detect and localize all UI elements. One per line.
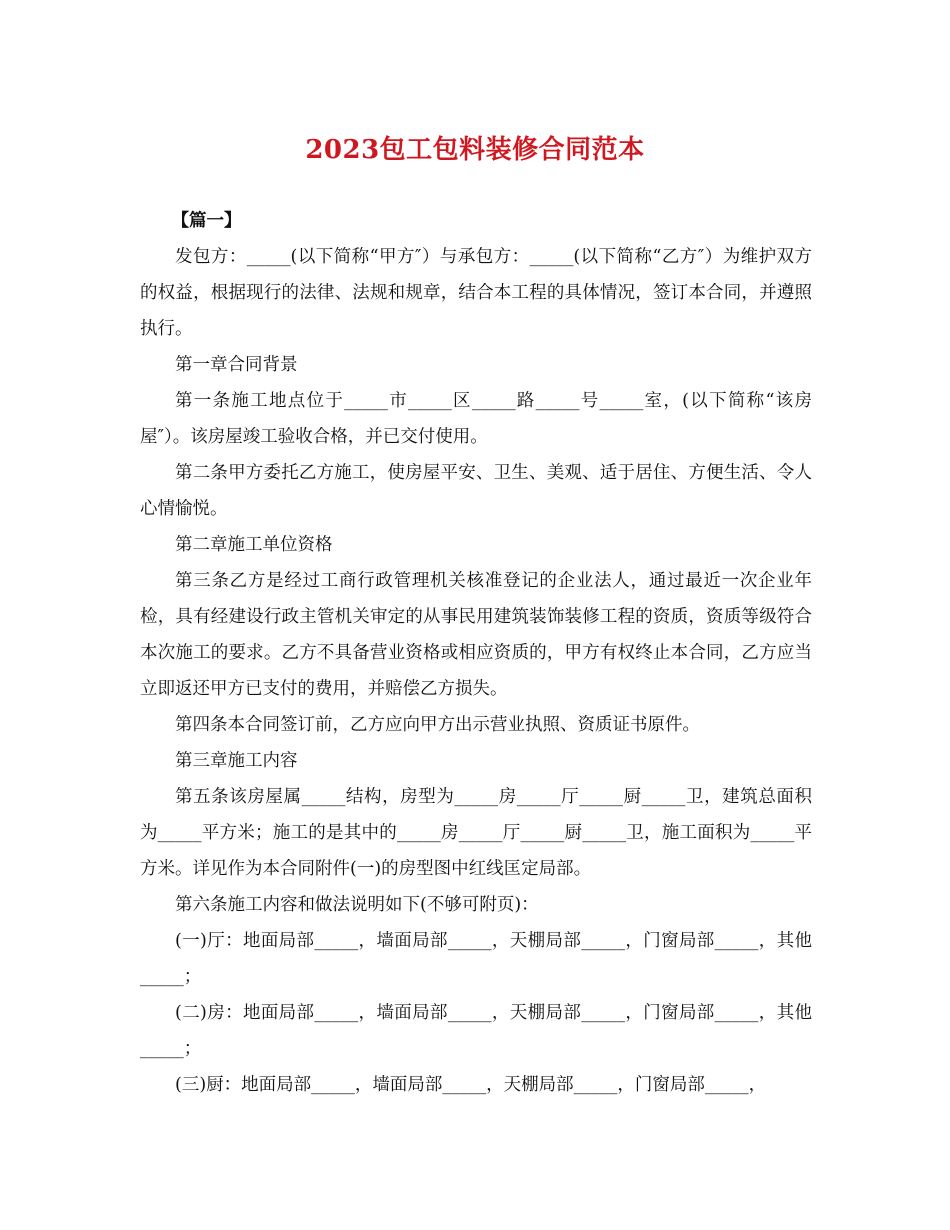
paragraph: 第六条施工内容和做法说明如下(不够可附页)： — [175, 895, 539, 915]
chapter-heading: 第二章施工单位资格 — [175, 535, 333, 555]
list-item: (一)厅：地面局部_____，墙面局部_____，天棚局部_____，门窗局部_____，其他_____； — [140, 931, 812, 987]
document-title: 2023包工包料装修合同范本 — [305, 135, 645, 165]
paragraph: 发包方：_____(以下简称“甲方″）与承包方：_____(以下简称“乙方″）为维护双方的权益，根据现行的法律、法规和规章，结合本工程的具体情况，签订本合同，并遵照执行。 — [140, 247, 812, 339]
paragraph: 第二条甲方委托乙方施工，使房屋平安、卫生、美观、适于居住、方便生活、令人心情愉悦。 — [140, 463, 812, 519]
paragraph: 第四条本合同签订前，乙方应向甲方出示营业执照、资质证书原件。 — [175, 715, 700, 735]
paragraph: 第三条乙方是经过工商行政管理机关核准登记的企业法人，通过最近一次企业年检，具有经建设行政主管机关审定的从事民用建筑装饰装修工程的资质，资质等级符合本次施工的要求。乙方不具备营业资格或相应资质的，甲方有权终止本合同，乙方应当立即返还甲方已支付的费用，并赔偿乙方损失。 — [140, 571, 812, 699]
chapter-heading: 第一章合同背景 — [175, 355, 298, 375]
chapter-heading: 第三章施工内容 — [175, 751, 298, 771]
section-label: 【篇一】 — [171, 211, 242, 231]
document-body — [140, 203, 812, 1103]
paragraph: 第五条该房屋属_____结构，房型为_____房_____厅_____厨_____卫，建筑总面积为_____平方米；施工的是其中的_____房_____厅_____厨_____卫，施工面积为_____平方米。详见作为本合同附件(一)的房型图中红线匡定局部。 — [140, 787, 812, 879]
list-item: (二)房：地面局部_____，墙面局部_____，天棚局部_____，门窗局部_____，其他_____； — [140, 1003, 812, 1059]
list-item: (三)厨：地面局部_____，墙面局部_____，天棚局部_____，门窗局部_____， — [175, 1075, 767, 1095]
paragraph: 第一条施工地点位于_____市_____区_____路_____号_____室，(以下简称“该房屋″）。该房屋竣工验收合格，并已交付使用。 — [140, 391, 812, 447]
